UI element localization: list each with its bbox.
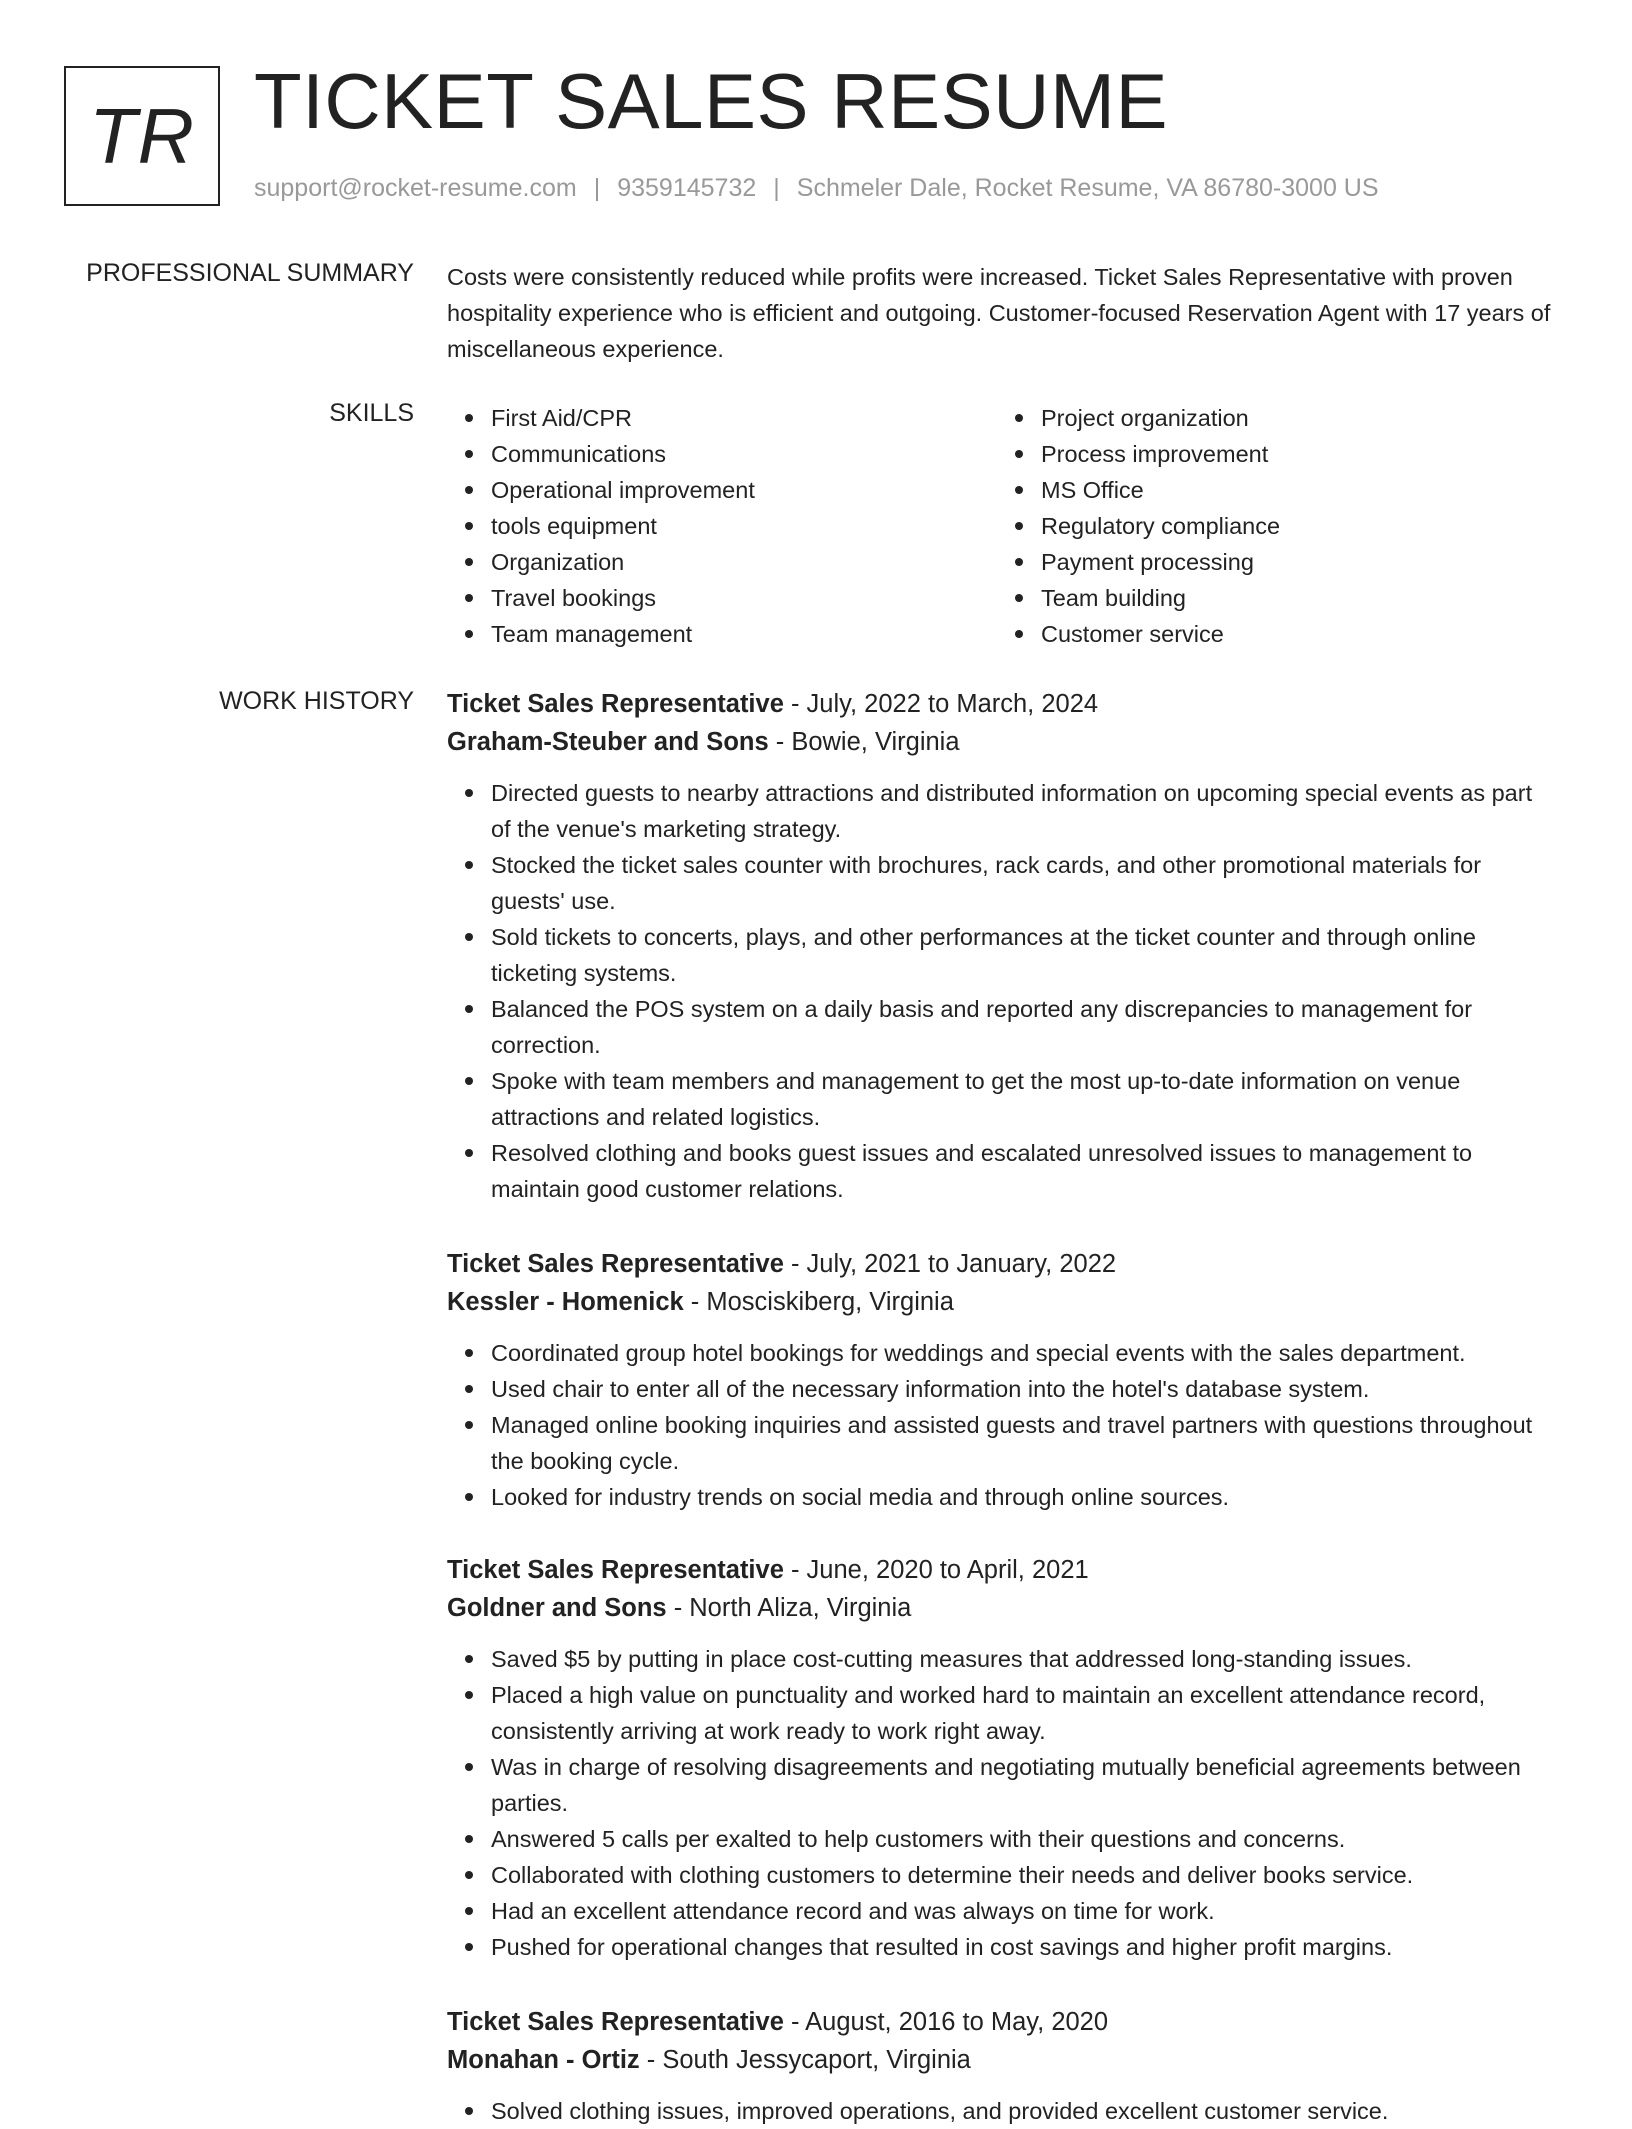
job-entry: [447, 2003, 1557, 2129]
job-location: - North Aliza, Virginia: [666, 1594, 912, 1622]
summary-heading: PROFESSIONAL SUMMARY: [86, 259, 414, 287]
skill-item: Travel bookings: [447, 580, 987, 616]
job-bullet: Looked for industry trends on social media and through online sources.: [447, 1479, 1557, 1515]
job-title-line: [447, 685, 1557, 723]
skill-item: Communications: [447, 436, 987, 472]
job-bullet: Managed online booking inquiries and assisted guests and travel partners with questions throughout the booking cycle.: [447, 1407, 1557, 1479]
job-company: Kessler - Homenick: [447, 1288, 684, 1316]
contact-address: Schmeler Dale, Rocket Resume, VA 86780-3000 US: [796, 174, 1379, 202]
job-title: Ticket Sales Representative: [447, 690, 784, 718]
summary-section: [447, 259, 1557, 367]
job-bullet: Solved clothing issues, improved operations, and provided excellent customer service.: [447, 2093, 1557, 2129]
job-bullet: Used chair to enter all of the necessary information into the hotel's database system.: [447, 1371, 1557, 1407]
job-title: Ticket Sales Representative: [447, 1250, 784, 1278]
job-title-line: [447, 1245, 1557, 1283]
job-bullets: [447, 1641, 1557, 1965]
contact-line: [254, 174, 1379, 203]
job-dates: - July, 2021 to January, 2022: [783, 1250, 1117, 1278]
contact-separator: |: [593, 174, 601, 202]
job-location: - South Jessycaport, Virginia: [639, 2046, 971, 2074]
job-dates: - August, 2016 to May, 2020: [783, 2008, 1109, 2036]
job-dates: - July, 2022 to March, 2024: [783, 690, 1099, 718]
job-bullet: Sold tickets to concerts, plays, and other performances at the ticket counter and through online ticketing systems.: [447, 919, 1557, 991]
job-dates: - June, 2020 to April, 2021: [783, 1556, 1089, 1584]
job-bullet: Had an excellent attendance record and was always on time for work.: [447, 1893, 1557, 1929]
job-location: - Bowie, Virginia: [768, 728, 960, 756]
skill-item: Operational improvement: [447, 472, 987, 508]
job-bullets: [447, 775, 1557, 1207]
job-bullet: Spoke with team members and management to get the most up-to-date information on venue attractions and related logistics.: [447, 1063, 1557, 1135]
skills-list-left: [447, 400, 987, 652]
monogram-logo: TR: [64, 66, 220, 206]
job-bullet: Saved $5 by putting in place cost-cutting measures that addressed long-standing issues.: [447, 1641, 1557, 1677]
job-bullet: Placed a high value on punctuality and worked hard to maintain an excellent attendance record, consistently arriving at work ready to work right away.: [447, 1677, 1557, 1749]
job-company: Graham-Steuber and Sons: [447, 728, 769, 756]
job-company: Monahan - Ortiz: [447, 2046, 640, 2074]
skill-item: Organization: [447, 544, 987, 580]
job-entry: [447, 685, 1557, 1207]
job-title: Ticket Sales Representative: [447, 1556, 784, 1584]
skill-item: Team management: [447, 616, 987, 652]
job-bullet: Coordinated group hotel bookings for weddings and special events with the sales department.: [447, 1335, 1557, 1371]
skill-item: First Aid/CPR: [447, 400, 987, 436]
skill-item: Process improvement: [997, 436, 1537, 472]
skills-list-right: [997, 400, 1537, 652]
job-bullet: Directed guests to nearby attractions and distributed information on upcoming special events as part of the venue's marketing strategy.: [447, 775, 1557, 847]
skill-item: Team building: [997, 580, 1537, 616]
job-title-line: [447, 2003, 1557, 2041]
skill-item: Payment processing: [997, 544, 1537, 580]
job-bullet: Resolved clothing and books guest issues and escalated unresolved issues to management to maintain good customer relations.: [447, 1135, 1557, 1207]
job-company: Goldner and Sons: [447, 1594, 667, 1622]
job-company-line: [447, 2041, 1557, 2079]
job-company-line: [447, 1589, 1557, 1627]
job-title: Ticket Sales Representative: [447, 2008, 784, 2036]
contact-phone: 9359145732: [617, 174, 757, 202]
summary-text: Costs were consistently reduced while profits were increased. Ticket Sales Representative with proven hospitality experience who is efficient and outgoing. Customer-focused Reservation Agent with 17 years of miscellaneous experience.: [447, 264, 1551, 362]
job-company-line: [447, 1283, 1557, 1321]
job-bullet: Answered 5 calls per exalted to help customers with their questions and concerns.: [447, 1821, 1557, 1857]
job-bullet: Collaborated with clothing customers to determine their needs and deliver books service.: [447, 1857, 1557, 1893]
work-history-heading: WORK HISTORY: [219, 687, 414, 715]
skill-item: tools equipment: [447, 508, 987, 544]
job-entry: [447, 1551, 1557, 1965]
job-bullet: Balanced the POS system on a daily basis and reported any discrepancies to management for correction.: [447, 991, 1557, 1063]
job-location: - Mosciskiberg, Virginia: [683, 1288, 954, 1316]
job-bullets: [447, 2093, 1557, 2129]
job-bullet: Stocked the ticket sales counter with brochures, rack cards, and other promotional materials for guests' use.: [447, 847, 1557, 919]
skill-item: MS Office: [997, 472, 1537, 508]
skill-item: Project organization: [997, 400, 1537, 436]
contact-separator: |: [773, 174, 780, 202]
contact-email: support@rocket-resume.com: [254, 174, 577, 202]
skill-item: Customer service: [997, 616, 1537, 652]
job-bullet: Was in charge of resolving disagreements and negotiating mutually beneficial agreements between parties.: [447, 1749, 1557, 1821]
resume-title: TICKET SALES RESUME: [254, 57, 1168, 145]
skill-item: Regulatory compliance: [997, 508, 1537, 544]
job-title-line: [447, 1551, 1557, 1589]
skills-heading: SKILLS: [329, 399, 414, 427]
job-company-line: [447, 723, 1557, 761]
job-bullets: [447, 1335, 1557, 1515]
job-bullet: Pushed for operational changes that resulted in cost savings and higher profit margins.: [447, 1929, 1557, 1965]
job-entry: [447, 1245, 1557, 1515]
